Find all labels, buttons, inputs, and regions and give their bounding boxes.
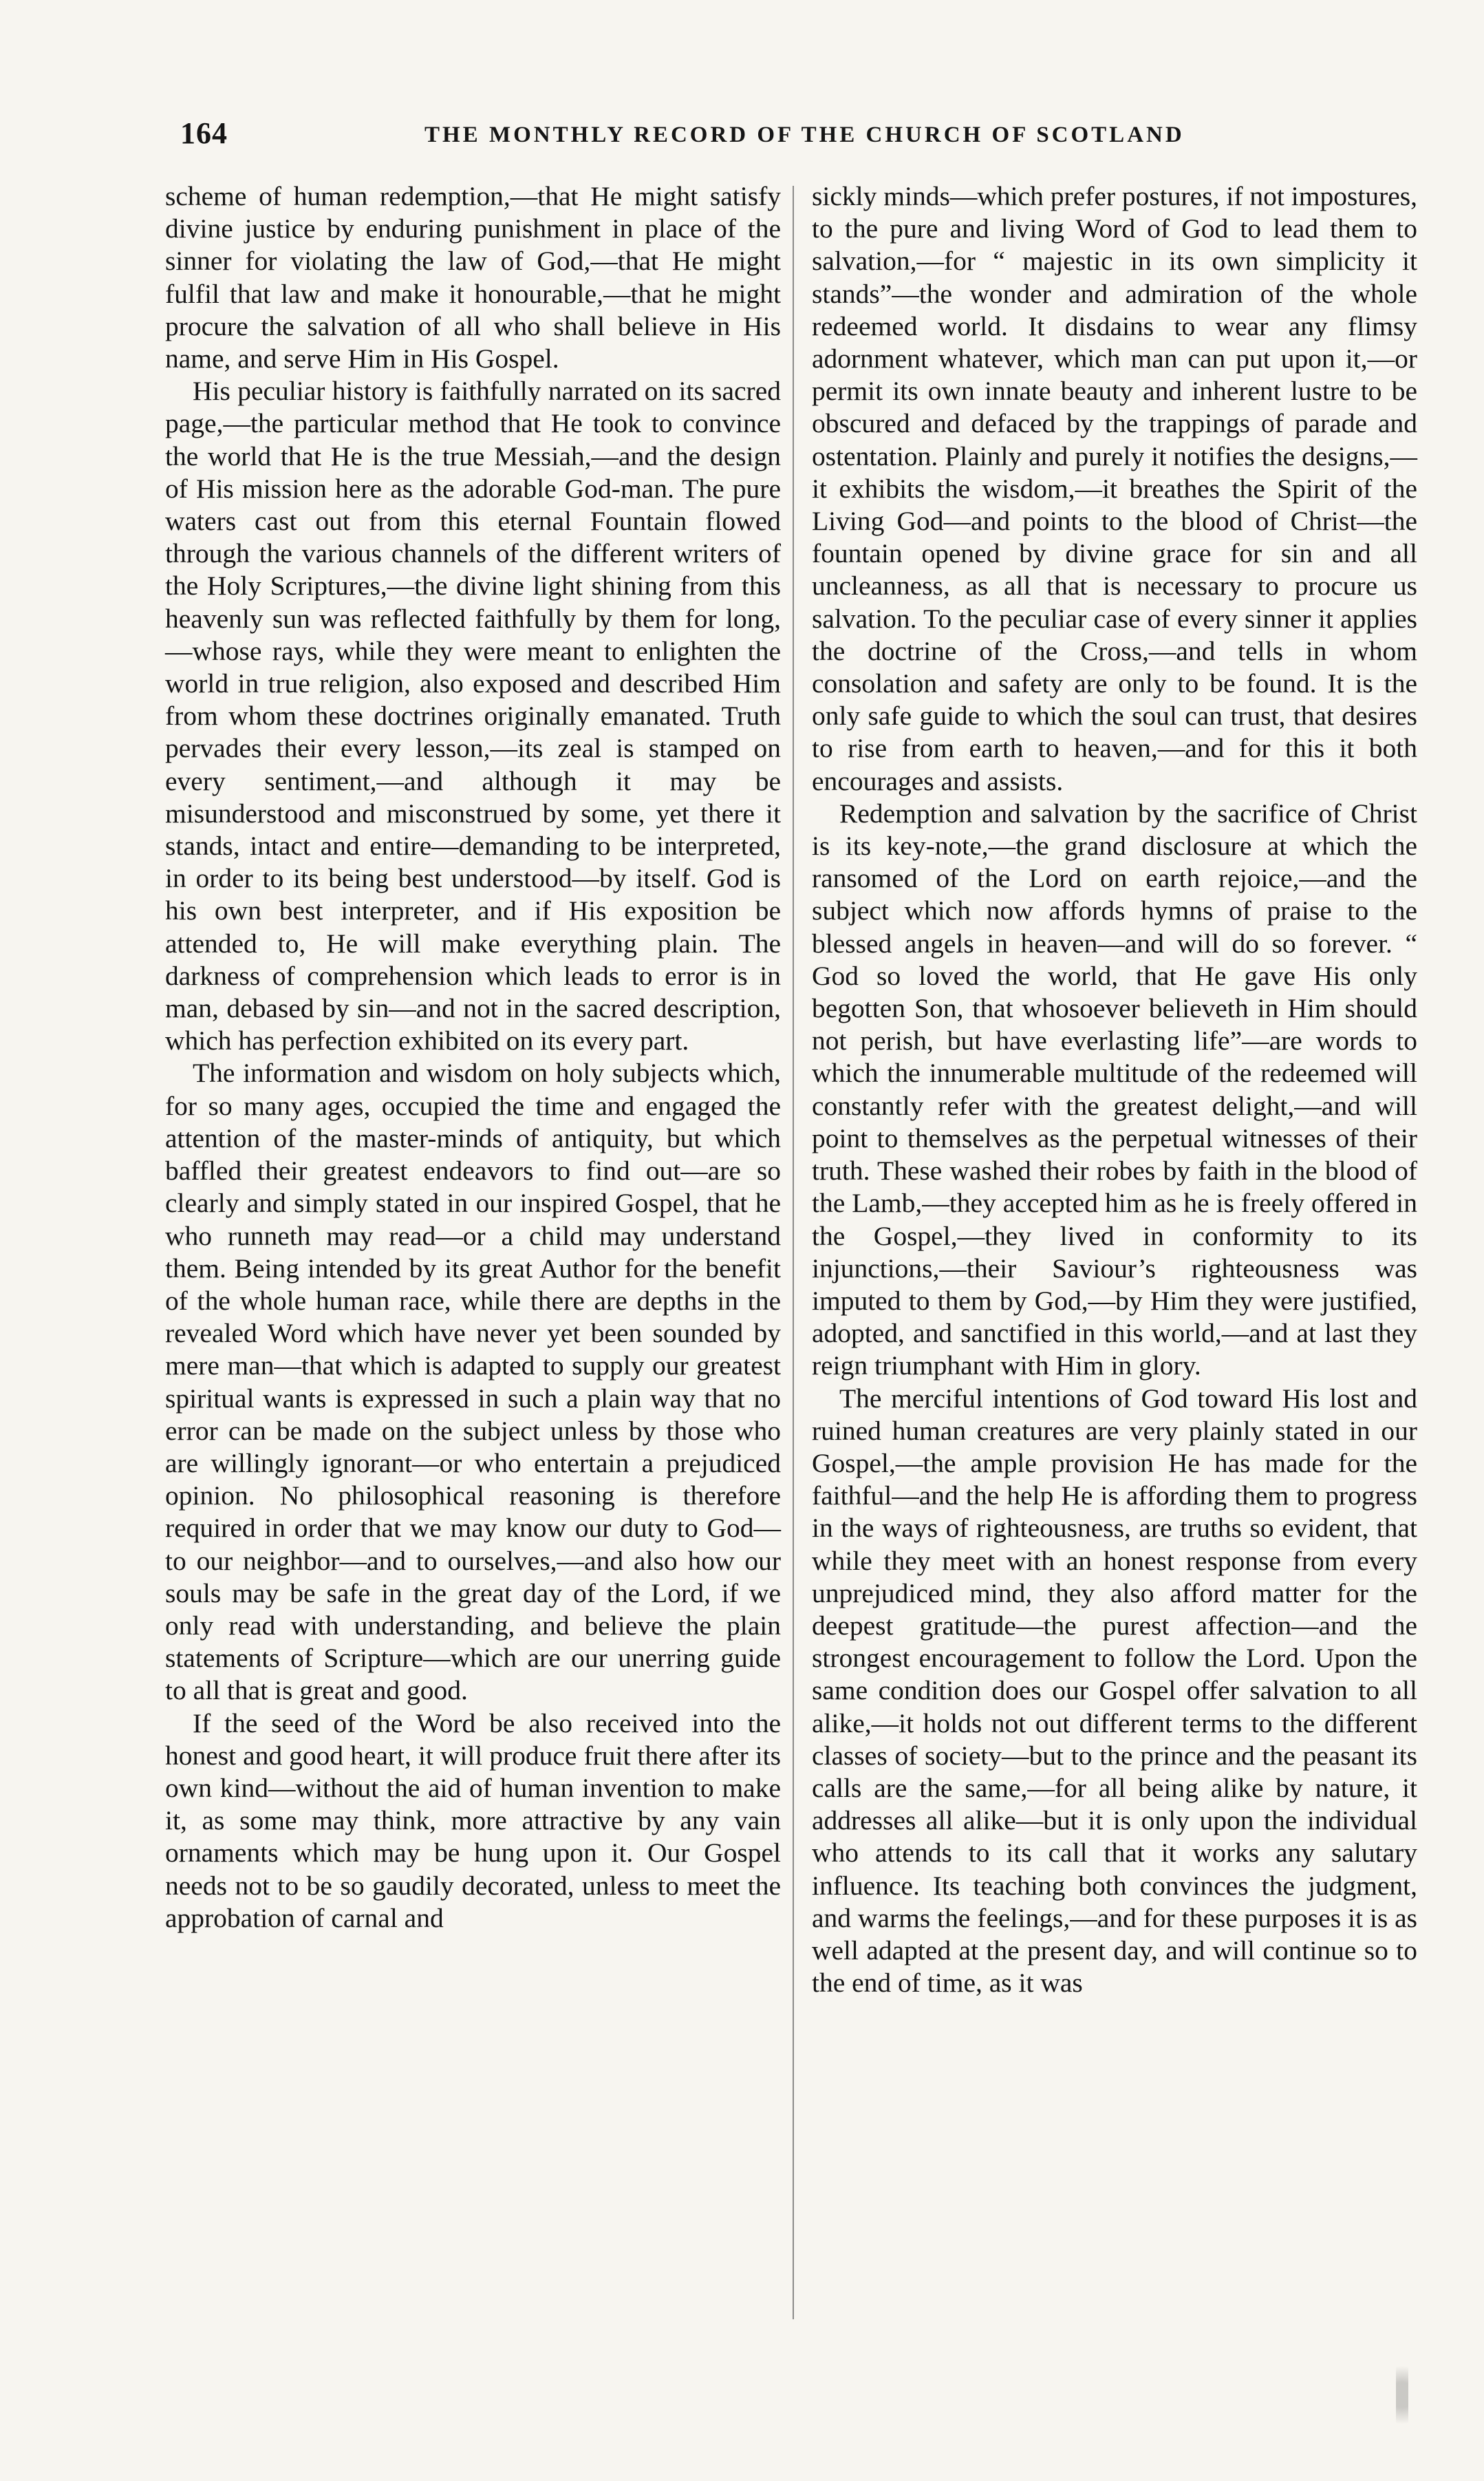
paragraph: sickly minds—which prefer postures, if not impostures, to the pure and living Word of God to lead them to salvation,—for “ majestic in its own simplicity it stands”—the wonder and admiration of the whole redeemed world. It disdains to wear any flimsy adornment whatever, which man can put upon it,—or permit its own innate beauty and inherent lustre to be obscured and defaced by the trappings of parade and ostentation. Plainly and purely it notifies the designs,—it exhibits the wisdom,—it breathes the Spirit of the Living God—and points to the blood of Christ—the fountain opened by divine grace for sin and all uncleanness, as all that is necessary to procure us salvation. To the peculiar case of every sinner it applies the doctrine of the Cross,—and tells in whom consolation and safety are only to be found. It is the only safe guide to which the soul can trust, that desires to rise from earth to heaven,—and for this it both encourages and assists. <box>812 181 1417 796</box>
paragraph: Redemption and salvation by the sacrifice of Christ is its key-note,—the grand disclosure at which the ransomed of the Lord on earth rejoice,—and the subject which now affords hymns of praise to the blessed angels in heaven—and will do so forever. “ God so loved the world, that He gave His only begotten Son, that whosoever believeth in Him should not perish, but have everlasting life”—are words to which the innumerable multitude of the redeemed will constantly refer with the greatest delight,—and will point to themselves as the perpetual witnesses of their truth. These washed their robes by faith in the blood of the Lamb,—they accepted him as he is freely offered in the Gospel,—they lived in conformity to its injunctions,—their Saviour’s righteousness was imputed to them by God,—by Him they were justified, adopted, and sanctified in this world,—and at last they reign triumphant with Him in glory. <box>812 798 1417 1381</box>
journal-title: THE MONTHLY RECORD OF THE CHURCH OF SCOTLAND <box>424 123 1185 147</box>
paragraph: If the seed of the Word be also received into the honest and good heart, it will produce fruit there after its own kind—without the aid of human invention to make it, as some may think, more attractive by any vain ornaments which may be hung upon it. Our Gospel needs not to be so gaudily decorated, unless to meet the approbation of carnal and <box>165 1707 781 1933</box>
column-divider <box>793 186 794 2319</box>
paragraph: The merciful intentions of God toward His lost and ruined human creatures are very plainly stated in our Gospel,—the ample provision He has made for the faithful—and the help He is affording them to progress in the ways of righteousness, are truths so evident, that while they meet with an honest response from every unprejudiced mind, they also afford matter for the deepest gratitude—the purest affection—and the strongest encouragement to follow the Lord. Upon the same condition does our Gospel offer salvation to all alike,—it holds not out different terms to the different classes of society—but to the prince and the peasant its calls are the same,—for all being alike by nature, it addresses all alike—but it is only upon the individual who attends to its call that it works any salutary influence. Its teaching both convinces the judgment, and warms the feelings,—and for these purposes it is as well adapted at the present day, and will continue so to the end of time, as it was <box>812 1383 1417 1999</box>
right-column <box>812 180 1417 1999</box>
ink-smudge <box>1396 2354 1408 2436</box>
paragraph: His peculiar history is faithfully narrated on its sacred page,—the particular method that He took to convince the world that He is the true Messiah,—and the design of His mission here as the adorable God-man. The pure waters cast out from this eternal Fountain flowed through the various channels of the different writers of the Holy Scriptures,—the divine light shining from this heavenly sun was reflected faithfully by them for long,—whose rays, while they were meant to enlighten the world in true religion, also exposed and described Him from whom these doctrines originally emanated. Truth pervades their every lesson,—its zeal is stamped on every sentiment,—and although it may be misunderstood and misconstrued by some, yet there it stands, intact and entire—demanding to be interpreted, in order to its being best understood—by itself. God is his own best interpreter, and if His exposition be attended to, He will make everything plain. The darkness of comprehension which leads to error is in man, debased by sin—and not in the sacred description, which has perfection exhibited on its every part. <box>165 376 781 1056</box>
page-number: 164 <box>180 116 228 150</box>
running-head <box>180 116 1405 157</box>
paragraph: scheme of human redemption,—that He might satisfy divine justice by enduring punishment in place of the sinner for violating the law of God,—that He might fulfil that law and make it honourable,—that he might procure the salvation of all who shall believe in His name, and serve Him in His Gospel. <box>165 181 781 374</box>
left-column <box>165 180 781 1935</box>
paragraph: The information and wisdom on holy subjects which, for so many ages, occupied the time and engaged the attention of the master-minds of antiquity, but which baffled their greatest endeavors to find out—are so clearly and simply stated in our inspired Gospel, that he who runneth may read—or a child may understand them. Being intended by its great Author for the benefit of the whole human race, while there are depths in the revealed Word which have never yet been sounded by mere man—that which is adapted to supply our greatest spiritual wants is expressed in such a plain way that no error can be made on the subject unless by those who are willingly ignorant—or who entertain a prejudiced opinion. No philosophical reasoning is therefore required in order that we may know our duty to God—to our neighbor—and to ourselves,—and also how our souls may be safe in the great day of the Lord, if we only read with understanding, and believe the plain statements of Scripture—which are our unerring guide to all that is great and good. <box>165 1058 781 1706</box>
